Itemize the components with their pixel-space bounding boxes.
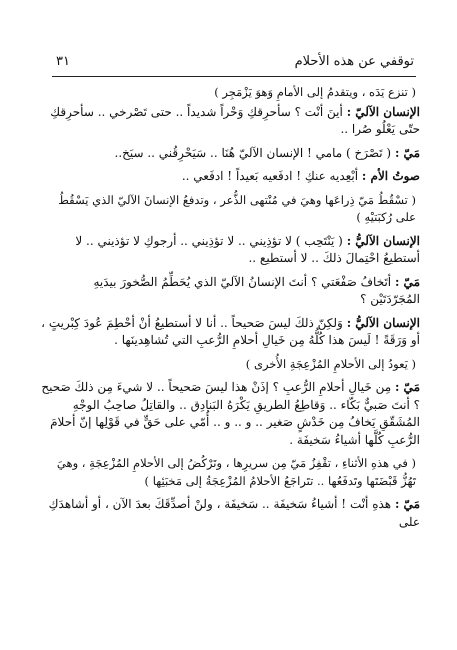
dialogue-text: ( تَصْرَخ ) مامي ! الإنسان الآليّ هُنَا .. سَيَحْرِقُني .. سيَخ..	[114, 145, 392, 160]
dialogue-text: أينَ أنْت ؟ سأحرِقكِ وَحْراً شديداً .. حتى تَصْرخي .. سأحرِقكِ حتّى يَعْلُو صُرا ..	[50, 104, 420, 136]
speaker-name: الإنسان الآليّ :	[346, 104, 420, 119]
dialogue-text: ( يَنْتَحِب ) لا تؤذِيني .. لا تؤذِيني .. أرجوكِ لا تؤذيني .. لا أستطيعُ احْتِمالَ ذلكَ .. لا أستطيع ..	[75, 233, 420, 265]
stage-direction: ( يَعودُ إلى الأحلامِ المُزْعِجَةِ الأُخرى )	[245, 356, 416, 371]
page-number: ٣١	[56, 54, 70, 69]
running-title: توقفي عن هذه الأحلام	[294, 54, 414, 69]
speaker-name: الإنسان الآليُّ :	[346, 233, 420, 248]
speaker-name: مَيّ :	[394, 497, 420, 511]
dialogue-line	[40, 145, 420, 163]
dialogue-text: أتَخافُ صَفْعَتي ؟ أنتَ الإنسانُ الآليّ الذي يُحَطِّمُ الصُّخورَ بيدَيهِ المُجَرّدَتَيْن ؟	[93, 274, 420, 306]
speaker-name: صوتُ الأم :	[361, 169, 420, 183]
speaker-name: مَيّ :	[394, 145, 420, 160]
dialogue-line	[40, 274, 420, 309]
dialogue-text: مِن خَيالِ أحلامِ الرُّعبِ ؟ إذَنْ هذا ليسَ صَحيحاً .. لا شيءَ مِن ذلكَ صَحيح ؟ أنتَ صَبيٌّ بَكّاء .. وَقاطِعُ الطريقِ يَكْرَهُ البَنادِق .. والقاتِلُ صاحِبُ الوجْهِ المُشَقّقِ يَخافُ مِن خَدْشٍ صَغير .. و .. و .. أُمّي على حَقٍّ في قَوْلِها إنّ أحلامَ الرُّعبِ كُلَّها أشياءُ سَخيفَة .	[41, 380, 420, 447]
dialogue-line	[40, 233, 420, 268]
page-body	[40, 84, 420, 533]
dialogue-line	[40, 104, 420, 139]
dialogue-text: أبْعِديه عنكِ ! ادفَعيه بَعيداً ! ادفَعي ..	[181, 169, 359, 183]
page-header	[46, 52, 418, 76]
speaker-name: الإنسان الآليُّ :	[346, 315, 420, 330]
dialogue-text: وَلكِنّ ذلكَ ليسَ صَحيحاً .. أنا لا أستطيعُ أنْ أحْطِمَ عُودَ كِبْريتٍ ، أو وَرَقَةً ! لَيسَ هذا كُلُّهُ مِن خَيالِ أحلامِ الرُّعبِ التي تُشاهِدينَها .	[41, 315, 420, 347]
speaker-name: مَيّ :	[394, 274, 420, 289]
dialogue-text: هذهِ أنْت ! أشياءُ سَخيفَة .. سَخيفَة ، ولنْ أصدِّقَكَ بعدَ الآن ، أو أشاهدَكِ على	[48, 497, 420, 529]
dialogue-line	[40, 379, 420, 449]
dialogue-line	[40, 168, 420, 186]
dialogue-line	[40, 496, 420, 531]
stage-direction: ( تسْقُطُ مَيّ ذِراعَها وهيَ في مُنْتهى الذُّعر ، وتدفعُ الإنسانَ الآليّ الذي يَسْقُطُ على رُكبَتيْهِ )	[58, 192, 416, 224]
dialogue-line	[40, 315, 420, 350]
stage-direction: ( في هذهِ الأثناءِ ، تقْفِزُ مَيّ مِن سريرِها ، وتَرْكُضُ إلى الأحلامِ المُزْعِجَةِ ، وهيَ تَهُزُّ قَبْضَتَها وتَدفَعُها .. تتَراجَعُ الأحلامُ المُزْعِجَةُ إلى مَخبَئِها )	[56, 456, 416, 488]
stage-direction: ( تنزع يَدَه ، ويتقدمُ إلى الأمامِ وَهوَ يَزْمَجِر )	[214, 85, 416, 99]
speaker-name: مَيّ :	[394, 380, 420, 394]
header-rule	[52, 76, 416, 77]
